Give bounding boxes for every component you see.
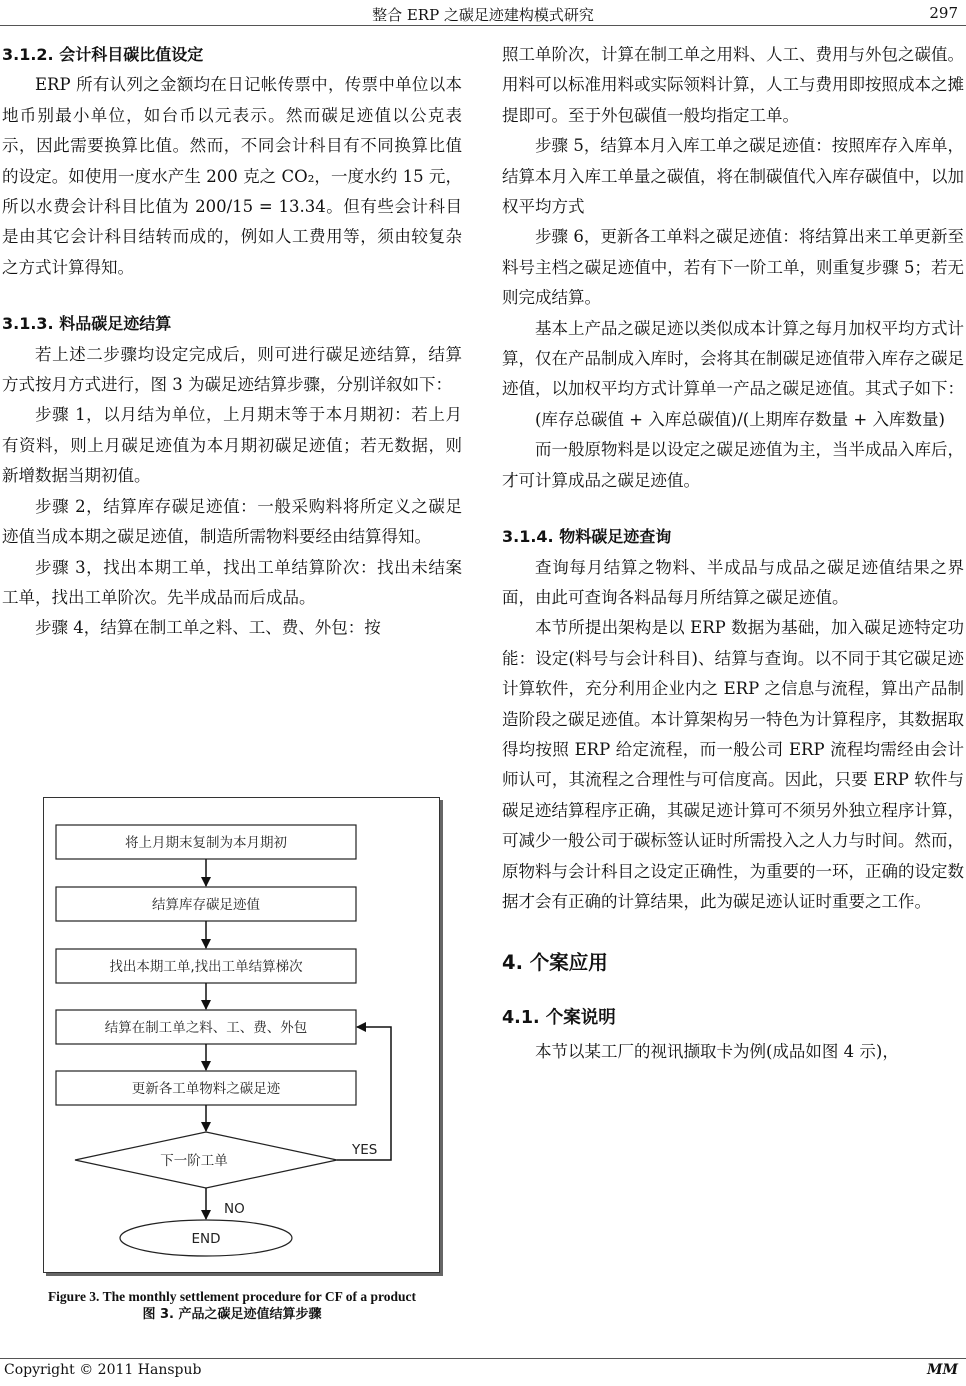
step-5-paragraph: 步骤 5，结算本月入库工单之碳足迹值：按照库存入库单，结算本月入库工单量之碳值，将在制碳值代入库存碳值中，以加权平均方式 (502, 136, 964, 217)
right-column (502, 40, 964, 1068)
step-6-paragraph: 步骤 6，更新各工单料之碳足迹值：将结算出来工单更新至料号主档之碳足迹值中，若有下一阶工单，则重复步骤 5；若无则完成结算。 (502, 227, 964, 308)
figure-caption-chinese: 图 3. 产品之碳足迹值结算步骤 (142, 1307, 322, 1322)
section-4-1-heading: 4.1. 个案说明 (502, 1008, 616, 1029)
flowchart-svg (44, 798, 439, 1272)
page-number: 297 (929, 4, 958, 22)
left-column (2, 40, 462, 644)
section-4-1-paragraph: 本节以某工厂的视讯撷取卡为例(成品如图 4 示)， (535, 1042, 899, 1062)
figure-caption-english: Figure 3. The monthly settlement procedure for CF of a product (47, 1289, 417, 1304)
framework-summary-paragraph: 本节所提出架构是以 ERP 数据为基础，加入碳足迹特定功能：设定(料号与会计科目)、结算与查询。以不同于其它碳足迹计算软件，充分利用企业内之 ERP 之信息与流程，算出产品制造阶段之碳足迹值。本计算架构另一特色为计算程序，其数据取得均按照 ERP 给定流程，而一般公司 ERP 流程均需经由会计师认可，其流程之合理性与可信度高。因此，只要 ERP 软件与碳足迹结算程序正确，其碳足迹计算可不须另外独立程序计算，可减少一般公司于碳标签认证时所需投入之人力与时间。然而，原物料与会计科目之设定正确性，为重要的一环，正确的设定数据才会有正确的计算结果，此为碳足迹认证时重要之工作。 (502, 618, 964, 911)
section-3-1-4-paragraph: 查询每月结算之物料、半成品与成品之碳足迹值结果之界面，由此可查询各料品每月所结算之碳足迹值。 (502, 557, 964, 607)
section-3-1-2-heading: 3.1.2. 会计科目碳比值设定 (2, 45, 204, 64)
footer-divider (0, 1358, 966, 1359)
step-2-paragraph: 步骤 2，结算库存碳足迹值：一般采购料将所定义之碳足迹值当成本期之碳足迹值，制造所需物料要经由结算得知。 (2, 496, 462, 547)
flow-yes-label: YES (352, 1142, 378, 1158)
step-1-paragraph: 步骤 1，以月结为单位，上月期末等于本月期初：若上月有资料，则上月碳足迹值为本月期初碳足迹值；若无数据，则新增数据当期初值。 (2, 405, 462, 486)
flow-step-3-text: 找出本期工单,找出工单结算梯次 (109, 959, 303, 975)
section-3-1-3-heading: 3.1.3. 料品碳足迹结算 (2, 314, 172, 334)
step-4-paragraph: 步骤 4，结算在制工单之料、工、费、外包：按 (35, 618, 381, 638)
section-3-1-2-paragraph: ERP 所有认列之金额均在日记帐传票中，传票中单位以本地币别最小单位，如台币以元表示。然而碳足迹值以公克表示，因此需要换算比值。然而，不同会计科目有不同换算比值的设定。如使用一度水产生 200 克之 CO₂，一度水约 15 元，所以水费会计科目比值为 200/15 = 13.34。但有些会计科目是由其它会计科目结转而成的，例如人工费用等，须由较复杂之方式计算得知。 (2, 75, 462, 277)
flow-step-2-text: 结算库存碳足迹值 (152, 897, 260, 913)
step-3-paragraph: 步骤 3，找出本期工单，找出工单结算阶次：找出未结案工单，找出工单阶次。先半成品而后成品。 (2, 557, 462, 607)
section-3-1-3-intro: 若上述二步骤均设定完成后，则可进行碳足迹结算，结算方式按月方式进行，图 3 为碳足迹结算步骤，分别详叙如下： (2, 344, 462, 395)
flow-step-5-text: 更新各工单物料之碳足迹 (131, 1081, 281, 1097)
header-divider (0, 25, 966, 26)
flow-end-text: END (191, 1231, 221, 1247)
section-3-1-4-heading: 3.1.4. 物料碳足迹查询 (502, 527, 672, 547)
figure-3-caption (0, 1288, 464, 1324)
flow-step-1-text: 将上月期末复制为本月期初 (125, 835, 287, 851)
footer-journal-abbrev: MM (927, 1362, 958, 1378)
figure-3-flowchart (43, 797, 440, 1273)
raw-material-paragraph: 而一般原物料是以设定之碳足迹值为主，当半成品入库后，才可计算成品之碳足迹值。 (502, 440, 964, 490)
step-4-continued-paragraph: 照工单阶次，计算在制工单之用料、人工、费用与外包之碳值。用料可以标准用料或实际领料计算，人工与费用即按照成本之摊提即可。至于外包碳值一般均指定工单。 (502, 45, 964, 125)
flow-no-label: NO (224, 1201, 245, 1217)
flow-step-4-text: 结算在制工单之料、工、费、外包 (104, 1020, 308, 1036)
weighted-average-paragraph: 基本上产品之碳足迹以类似成本计算之每月加权平均方式计算，仅在产品制成入库时，会将其在制碳足迹值带入库存之碳足迹值，以加权平均方式计算单一产品之碳足迹值。其式子如下： (502, 318, 964, 399)
footer-copyright: Copyright © 2011 Hanspub (4, 1362, 202, 1378)
carbon-formula: (库存总碳值 + 入库总碳值)/(上期库存数量 + 入库数量) (535, 409, 945, 429)
flow-decision-text: 下一阶工单 (160, 1153, 228, 1169)
running-header-title: 整合 ERP 之碳足迹建构模式研究 (372, 6, 594, 24)
section-4-heading: 4. 个案应用 (502, 951, 608, 975)
